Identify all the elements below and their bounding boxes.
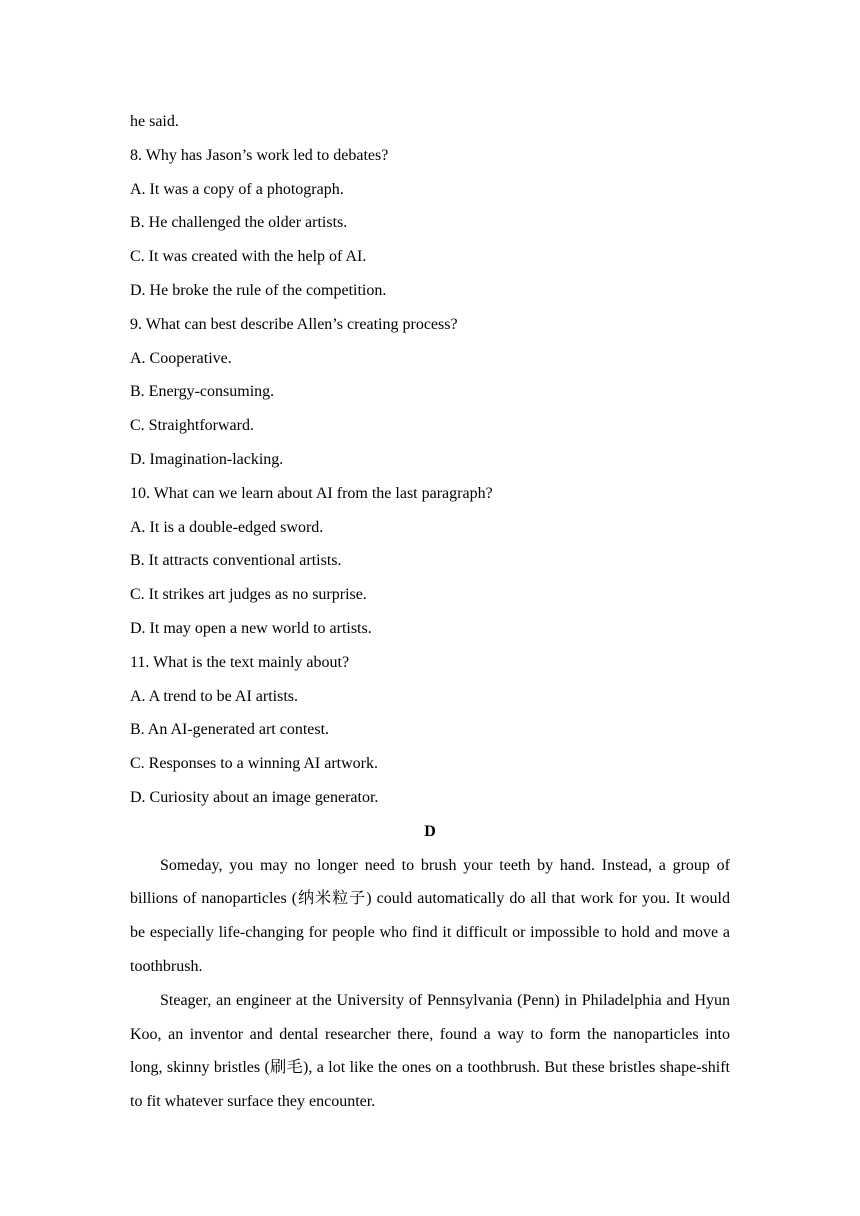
- question-8: [130, 139, 730, 308]
- question-10: [130, 477, 730, 646]
- option-b: B. It attracts conventional artists.: [130, 552, 342, 570]
- section-heading: D: [424, 822, 436, 840]
- passage-paragraph-1: Someday, you may no longer need to brush your teeth by hand. Instead, a group of billions of nanoparticles (纳米粒子) could automatically do all that work for you. It would be especially life-changing for people who find it difficult or impossible to hold and move a toothbrush.: [130, 856, 730, 975]
- option-d: D. He broke the rule of the competition.: [130, 281, 387, 299]
- option-c: C. It strikes art judges as no surprise.: [130, 586, 367, 604]
- question-stem: 9. What can best describe Allen’s creating process?: [130, 315, 458, 333]
- option-b: B. An AI-generated art contest.: [130, 721, 330, 739]
- document-page: [130, 105, 730, 1119]
- question-stem: 11. What is the text mainly about?: [130, 653, 350, 671]
- passage-paragraph-2: Steager, an engineer at the University of Pennsylvania (Penn) in Philadelphia and Hyun Koo, an inventor and dental researcher there, found a way to form the nanoparticles into long, skinny bristles (刷毛), a lot like the ones on a toothbrush. But these bristles shape-shift to fit whatever surface they encounter.: [130, 991, 730, 1111]
- option-a: A. A trend to be AI artists.: [130, 687, 298, 705]
- option-c: C. Straightforward.: [130, 417, 254, 435]
- question-9: [130, 308, 730, 477]
- question-11: [130, 646, 730, 815]
- question-stem: 8. Why has Jason’s work led to debates?: [130, 146, 389, 164]
- option-d: D. Imagination-lacking.: [130, 450, 284, 468]
- option-a: A. Cooperative.: [130, 349, 232, 367]
- option-c: C. It was created with the help of AI.: [130, 248, 367, 266]
- option-d: D. Curiosity about an image generator.: [130, 788, 379, 806]
- continuation-text: he said.: [130, 113, 179, 130]
- option-a: A. It was a copy of a photograph.: [130, 180, 344, 198]
- option-b: B. He challenged the older artists.: [130, 214, 348, 232]
- option-b: B. Energy-consuming.: [130, 383, 275, 401]
- option-a: A. It is a double-edged sword.: [130, 518, 324, 536]
- option-c: C. Responses to a winning AI artwork.: [130, 755, 378, 773]
- option-d: D. It may open a new world to artists.: [130, 619, 372, 637]
- question-stem: 10. What can we learn about AI from the last paragraph?: [130, 484, 493, 502]
